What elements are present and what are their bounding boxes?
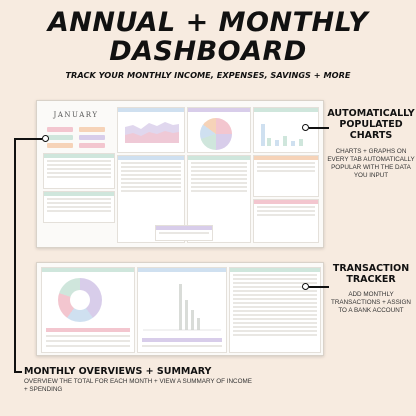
headline-line2: DASHBOARD (109, 36, 307, 67)
spending-overview-chart (187, 107, 251, 153)
balance-area-chart (119, 113, 183, 151)
overview-pointer-top (14, 138, 42, 140)
left-pill (79, 143, 105, 148)
tracker-callout-title: TRANSACTION TRACKER (332, 263, 410, 285)
bills-pill (47, 143, 73, 148)
debt-pill (79, 135, 105, 140)
month-title: JANUARY (53, 111, 99, 119)
transaction-tracker-panel (229, 267, 321, 353)
tracker-callout-text: ADD MONTHLY TRANSACTIONS + ASSIGN TO A BANK ACCOUNT (331, 291, 411, 314)
bank-chart-panel (137, 267, 227, 353)
bank-bar-chart (139, 274, 225, 334)
budget-summary-panel (43, 153, 115, 189)
overview-pointer-vertical (14, 138, 16, 372)
overview-callout-text: OVERVIEW THE TOTAL FOR EACH MONTH + VIEW A SUMMARY OF INCOME + SPENDING (24, 378, 252, 393)
tracker-pointer-dot (302, 283, 309, 290)
subscriptions-panel (155, 225, 213, 241)
income-panel (43, 191, 115, 223)
charts-callout-text: CHARTS + GRAPHS ON EVERY TAB AUTOMATICALLY POPULAR WITH THE DATA YOU INPUT (327, 148, 415, 179)
savings-pill (47, 135, 73, 140)
overview-pointer-bottom (14, 371, 22, 373)
income-pill (47, 127, 73, 132)
summary-header (46, 328, 130, 332)
headline-line1: ANNUAL + MONTHLY (47, 7, 369, 38)
charts-callout-title: AUTOMATICALLY POPULATED CHARTS (327, 108, 415, 141)
savings-panel (253, 155, 319, 197)
charts-pointer-dot (302, 124, 309, 131)
budget-bar-chart (255, 114, 317, 150)
tracker-pointer-line (309, 286, 329, 288)
overview-tracker-preview (36, 262, 324, 356)
breakdown-donut (58, 278, 102, 322)
breakdown-by-month-panel (41, 267, 135, 353)
budget-vs-real-chart (253, 107, 319, 153)
overview-pointer-dot (42, 135, 49, 142)
balance-overview-chart (117, 107, 185, 153)
monthly-dashboard-preview (36, 100, 324, 248)
expenses-pill (79, 127, 105, 132)
overview-callout-title: MONTHLY OVERVIEWS + SUMMARY (24, 366, 212, 377)
debts-panel (253, 199, 319, 243)
spending-pie (200, 118, 232, 150)
headline-subtitle: TRACK YOUR MONTHLY INCOME, EXPENSES, SAVINGS + MORE (65, 70, 351, 80)
